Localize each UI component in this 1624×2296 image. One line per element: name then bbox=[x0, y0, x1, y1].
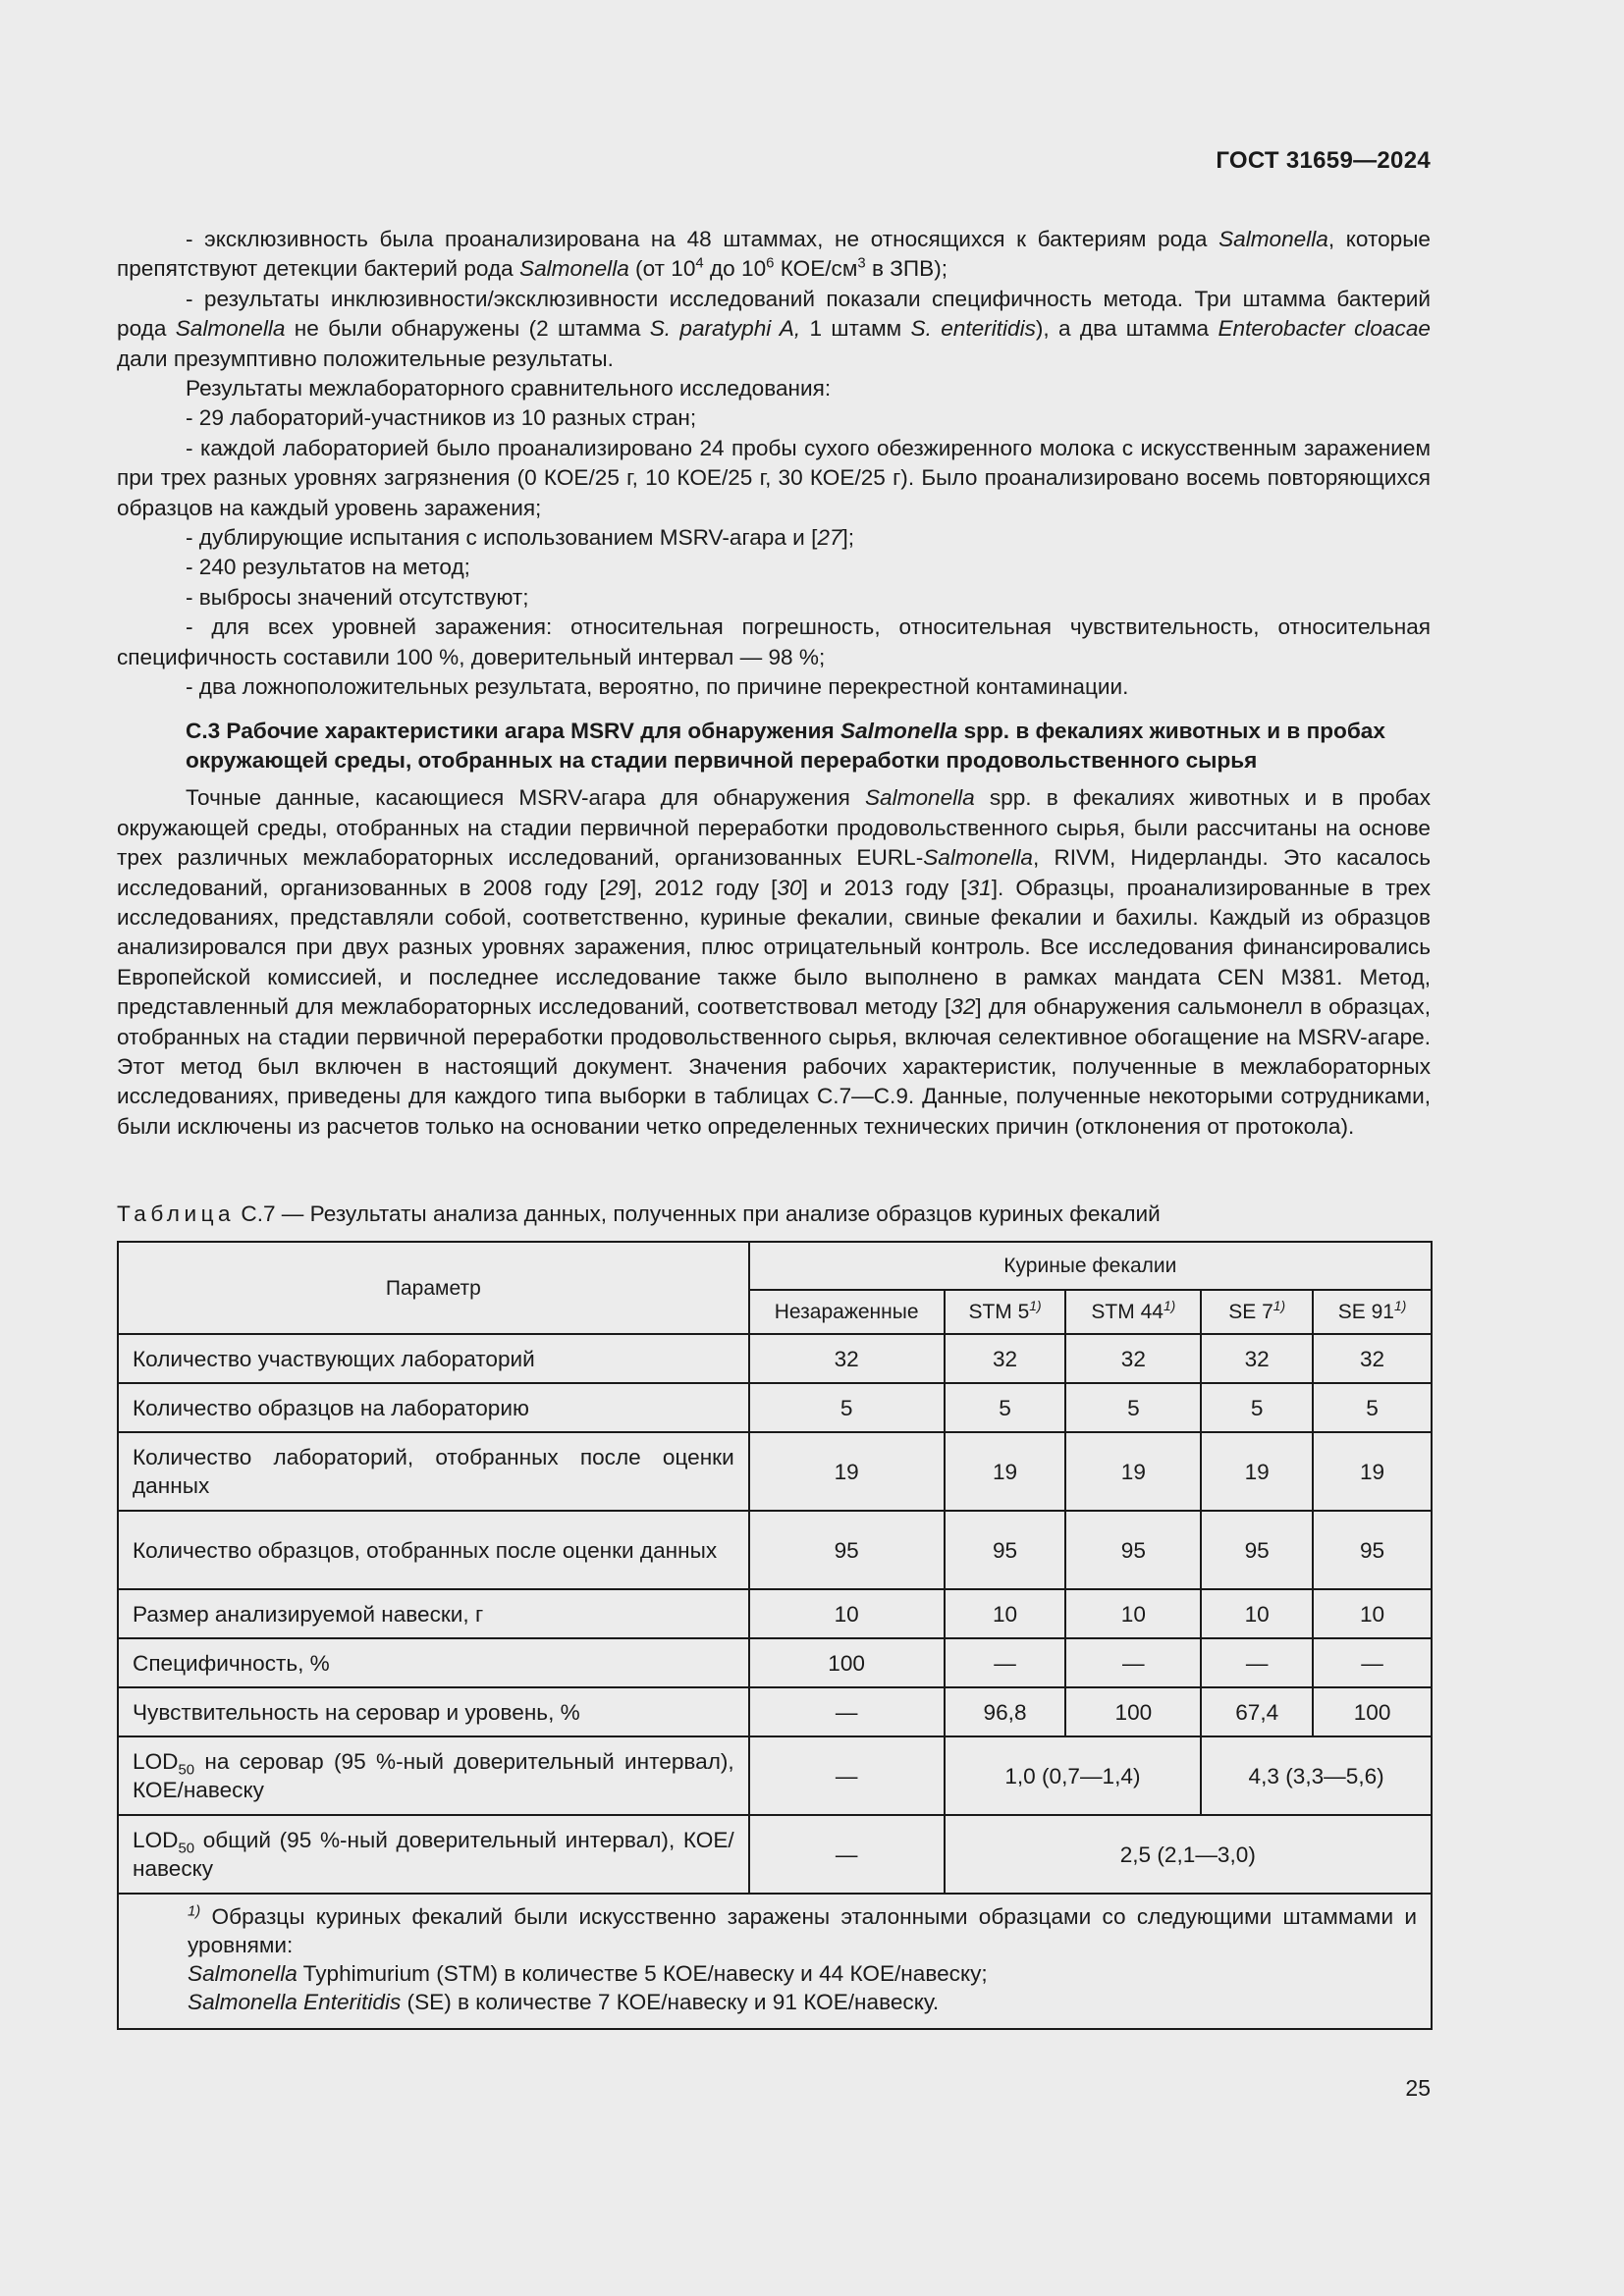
col-header: STM 5$^{1)}$ bbox=[945, 1290, 1066, 1334]
table-row: Размер анализируемой навески, г 10 10 10 10 10 bbox=[118, 1589, 1432, 1638]
paragraph-msrv-data: Точные данные, касающиеся MSRV-агара для обнаружения Salmonella spp. в фекалиях животных и в пробах окружающей среды, отобранных на стадии первичной переработки продовольственного сырья, были рассчитаны на основе трех различных межлабораторных исследований, организованных EURL-Salmonella, RIVM, Нидерланды. Это касалось исследований, организованных в 2008 году [29], 2012 году [30] и 2013 году [31]. Образцы, проанализированные в трех исследованиях, представляли собой, соответственно, куриные фекалии, свиные фекалии и бахилы. Каждый из образцов анализировался при двух разных уровнях заражения, плюс отрицательный контроль. Все исследования финансировались Европейской комиссией, и последнее исследование также было выполнено в рамках мандата CEN M381. Метод, представленный для межлабораторных исследований, соответствовал методу [32] для обнаружения сальмонелл в образцах, отобранных на стадии первичной переработки продовольственного сырья, включая селективное обогащение на MSRV-агаре. Этот метод был включен в настоящий документ. Значения рабочих характеристик, полученные в межлабораторных исследованиях, приведены для каждого типа выборки в таблицах С.7—С.9. Данные, полученные некоторыми сотрудниками, были исключены из расчетов только на основании четко определенных технических причин (отклонения от протокола). bbox=[117, 785, 1432, 1139]
table-row: Количество образцов, отобранных после оценки данных 95 95 95 95 95 bbox=[118, 1511, 1432, 1589]
table-row: Чувствительность на серовар и уровень, % — 96,8 100 67,4 100 bbox=[118, 1687, 1432, 1736]
table-row: Специфичность, % 100 — — — — bbox=[118, 1638, 1432, 1687]
list-item: - каждой лабораторией было проанализировано 24 пробы сухого обезжиренного молока с искусственным заражением при трех разных уровнях загрязнения (0 КОЕ/25 г, 10 КОЕ/25 г, 30 КОЕ/25 г). Было проанализировано восемь повторяющихся образцов на каждый уровень заражения; bbox=[117, 435, 1431, 520]
paragraph-exclusivity: - эксклюзивность была проанализирована на 48 штаммах, не относящихся к бактериям рода Salmonella, которые препятствуют детекции бактерий рода Salmonella (от $10^4$ до $10^6$ КОЕ/$см^3$ в ЗПВ); bbox=[117, 227, 1431, 282]
table-row: Количество образцов на лабораторию 5 5 5 5 5 bbox=[118, 1383, 1432, 1432]
list-item: - выбросы значений отсутствуют; bbox=[186, 584, 529, 610]
footnote-line: Salmonella Typhimurium (STM) в количестве 5 КОЕ/навеску и 44 КОЕ/навеску; bbox=[188, 1961, 988, 1986]
paragraph-interlab-title: Результаты межлабораторного сравнительного исследования: bbox=[186, 376, 832, 401]
table-row: Количество участвующих лабораторий 32 32 32 32 32 bbox=[118, 1334, 1432, 1383]
param-header: Параметр bbox=[118, 1242, 749, 1334]
list-item: - для всех уровней заражения: относительная погрешность, относительная чувствительность, относительная специфичность составили 100 %, доверительный интервал — 98 %; bbox=[117, 614, 1431, 669]
page-number: 25 bbox=[1405, 2075, 1431, 2101]
table-row: $LOD_{50}$ на серовар (95 %-ный доверительный интервал), КОЕ/навеску — 1,0 (0,7—1,4) 4,3 (3,3—5,6) bbox=[118, 1736, 1432, 1815]
col-header: STM 44$^{1)}$ bbox=[1065, 1290, 1201, 1334]
footnote-line: Salmonella Enteritidis (SE) в количестве 7 КОЕ/навеску и 91 КОЕ/навеску. bbox=[188, 1990, 940, 2014]
table-caption: Таблица С.7 — Результаты анализа данных, полученных при анализе образцов куриных фекалий bbox=[117, 1201, 1161, 1226]
list-item: - два ложноположительных результата, вероятно, по причине перекрестной контаминации. bbox=[186, 674, 1129, 700]
list-item: - 29 лабораторий-участников из 10 разных стран; bbox=[186, 405, 697, 431]
body-text bbox=[117, 225, 1431, 1142]
col-header: Незараженные bbox=[749, 1290, 945, 1334]
footnote-text: $^{1)}$ Образцы куриных фекалий были искусственно заражены эталонными образцами со следующими штаммами и уровнями: bbox=[188, 1903, 1417, 1957]
list-item: - 240 результатов на метод; bbox=[186, 555, 470, 580]
list-item: - дублирующие испытания с использованием MSRV-агара и [27]; bbox=[186, 525, 855, 551]
table-footnote-row bbox=[118, 1894, 1432, 2029]
table-row: $LOD_{50}$ общий (95 %-ный доверительный интервал), КОЕ/навеску — 2,5 (2,1—3,0) bbox=[118, 1815, 1432, 1894]
document-number: ГОСТ 31659—2024 bbox=[1216, 147, 1431, 174]
group-header: Куриные фекалии bbox=[749, 1242, 1432, 1290]
table-row: Количество лабораторий, отобранных после оценки данных 19 19 19 19 19 bbox=[118, 1432, 1432, 1511]
col-header: SE 91$^{1)}$ bbox=[1313, 1290, 1432, 1334]
section-heading: С.3 Рабочие характеристики агара MSRV для обнаружения Salmonella spp. в фекалиях животных и в пробах окружающей среды, отобранных на стадии первичной переработки продовольственного сырья bbox=[186, 718, 1385, 773]
results-table bbox=[117, 1241, 1433, 2030]
paragraph-inclusivity-results: - результаты инклюзивности/эксклюзивности исследований показали специфичность метода. Три штамма бактерий рода Salmonella не были обнаружены (2 штамма S. paratyphi A, 1 штамм S. enteritidis), а два штамма Enterobacter cloacae дали презумптивно положительные результаты. bbox=[117, 286, 1431, 371]
col-header: SE 7$^{1)}$ bbox=[1201, 1290, 1313, 1334]
